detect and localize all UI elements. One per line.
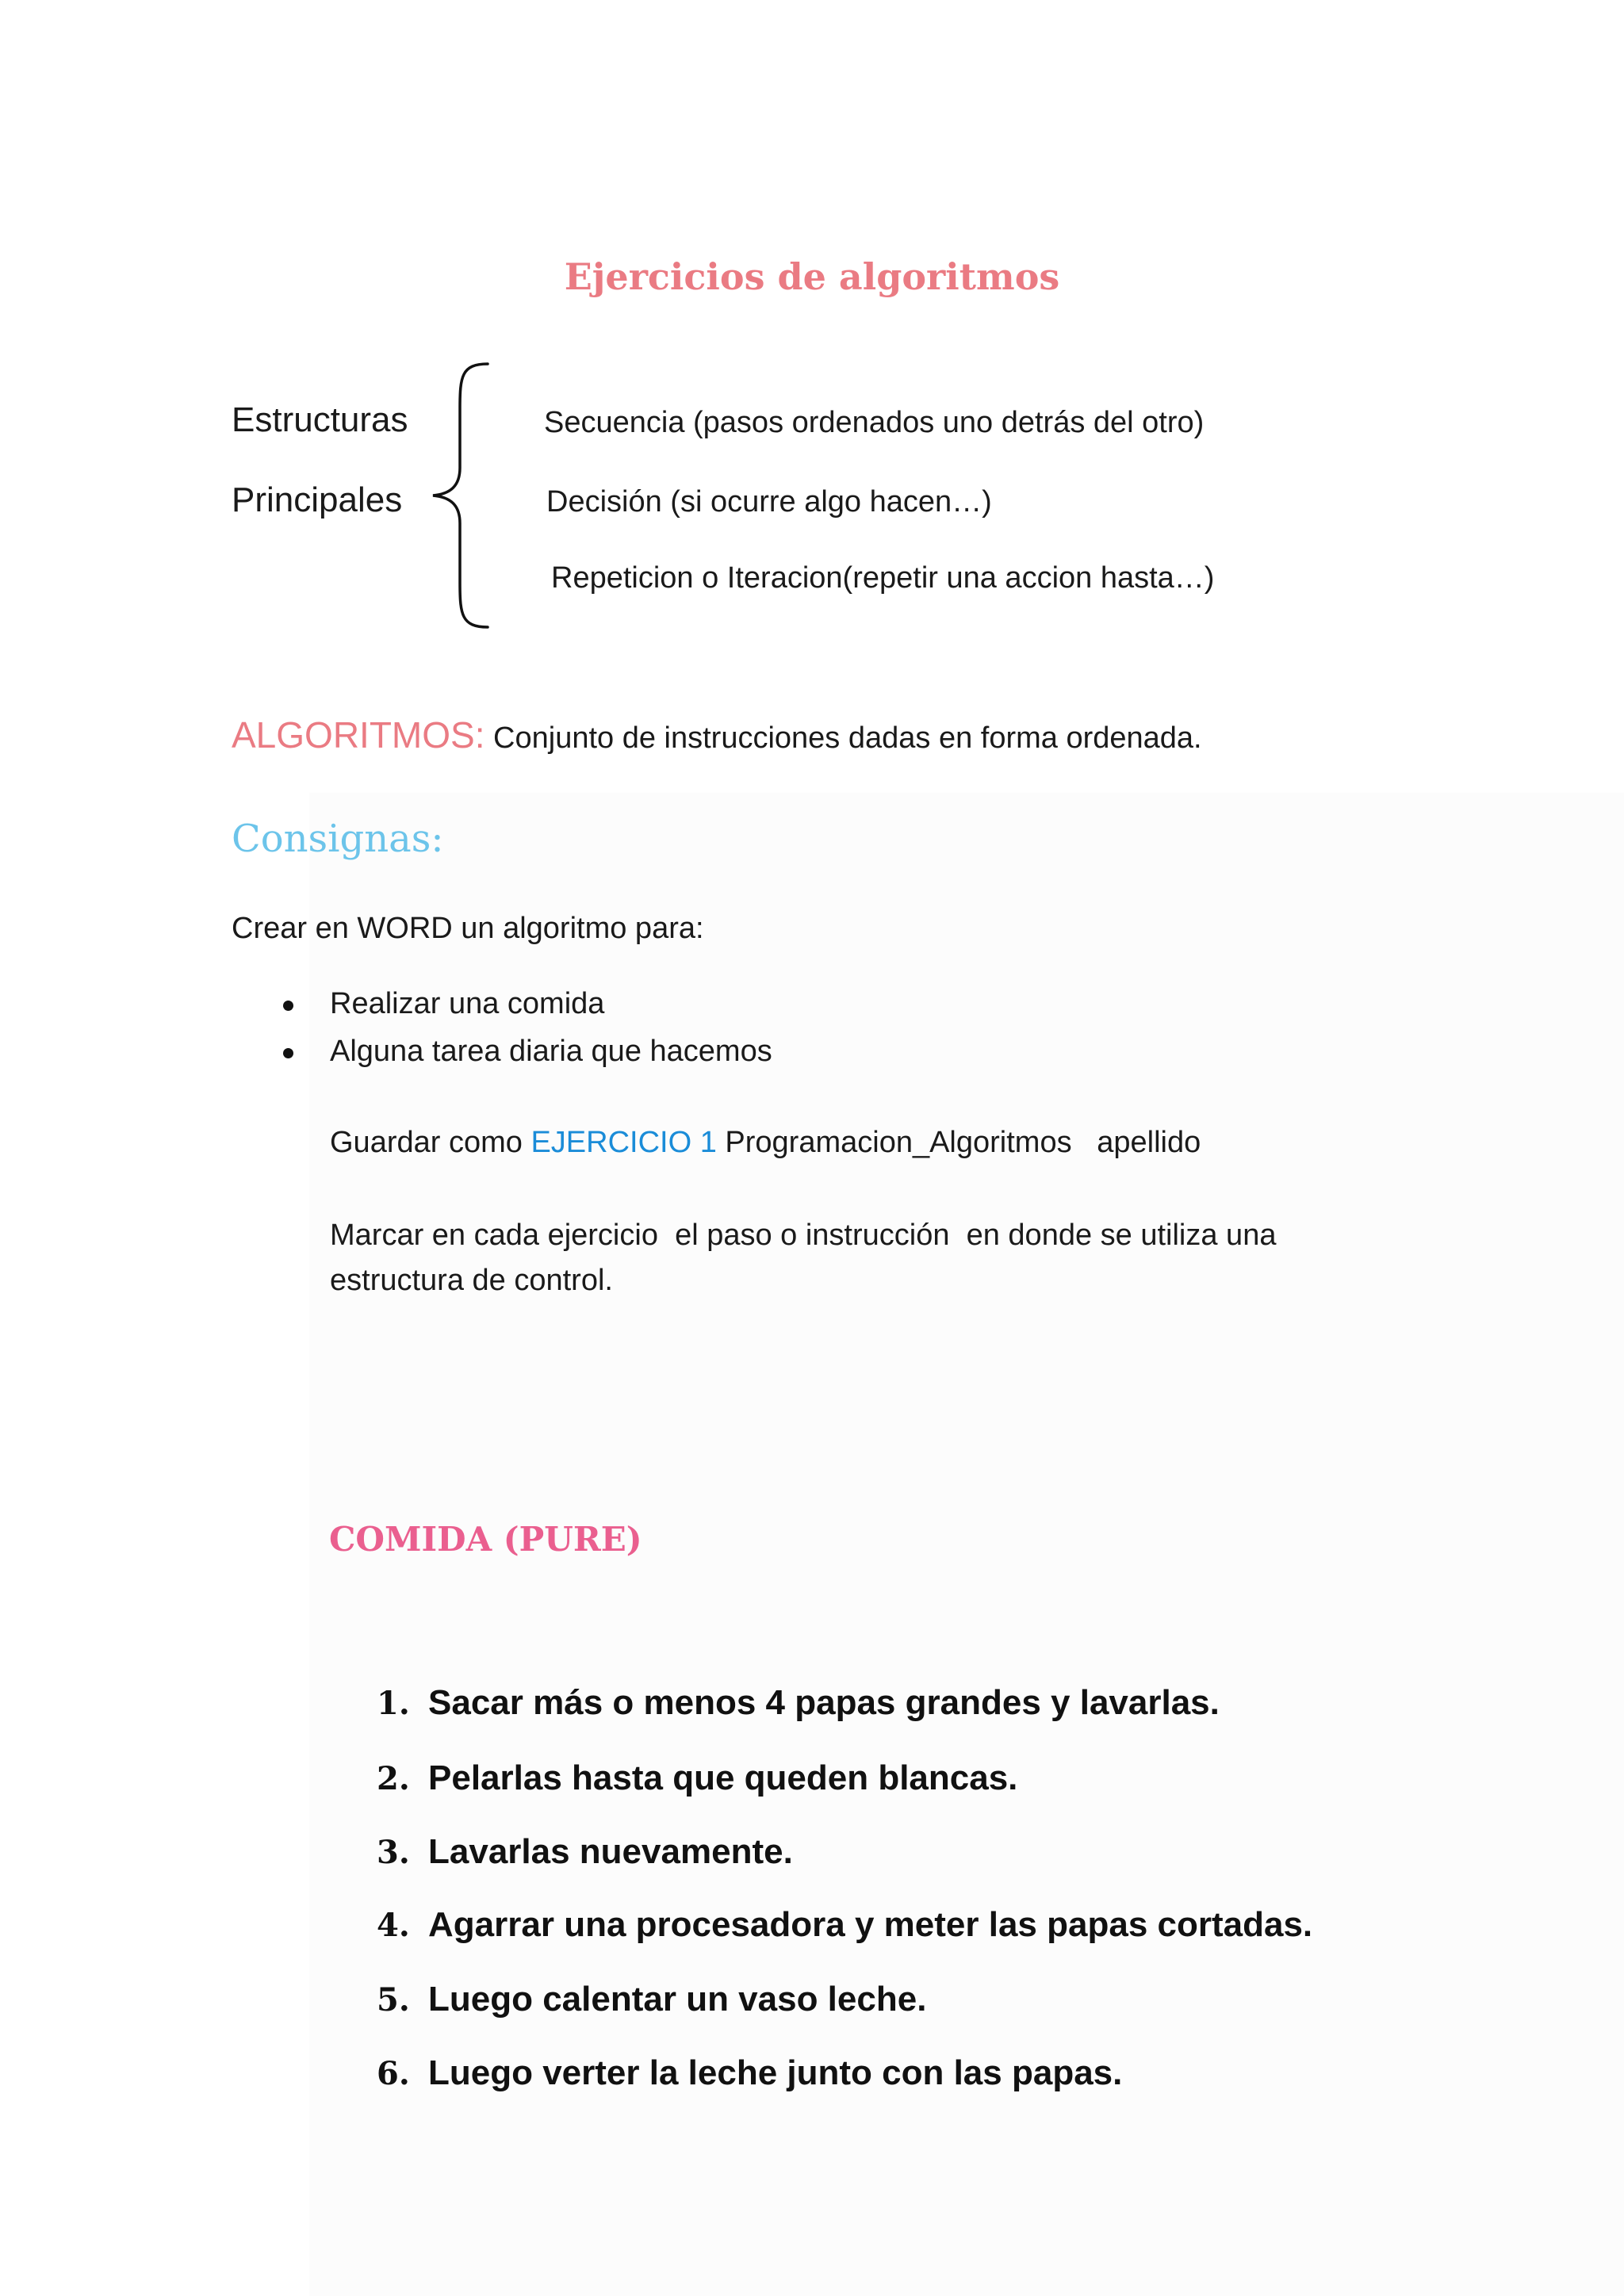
step-text: Lavarlas nuevamente. <box>428 1832 793 1871</box>
step-text: Sacar más o menos 4 papas grandes y lavarlas. <box>428 1683 1220 1722</box>
structure-item-secuencia: Secuencia (pasos ordenados uno detrás del otro) <box>544 406 1205 439</box>
recipe-step <box>377 1683 1220 1723</box>
algorithm-definition <box>232 714 1202 756</box>
recipe-step <box>377 1980 926 2019</box>
structures-label-line2: Principales <box>232 480 403 519</box>
save-prefix: Guardar como <box>330 1126 531 1159</box>
step-number: 4. <box>377 1907 410 1944</box>
definition-term: ALGORITMOS: <box>232 714 485 756</box>
structure-item-repeticion: Repeticion o Iteracion(repetir una accion hasta…) <box>551 561 1215 595</box>
save-suffix: Programacion_Algoritmos apellido <box>716 1126 1201 1159</box>
step-text: Pelarlas hasta que queden blancas. <box>428 1758 1018 1797</box>
definition-text: Conjunto de instrucciones dadas en forma ordenada. <box>485 721 1202 755</box>
structure-item-decision: Decisión (si ocurre algo hacen…) <box>546 485 992 519</box>
step-text: Luego calentar un vaso leche. <box>428 1980 927 2019</box>
step-number: 2. <box>377 1760 410 1797</box>
bullet-item-tarea: Alguna tarea diaria que hacemos <box>330 1035 772 1068</box>
step-text: Luego verter la leche junto con las papas. <box>428 2053 1123 2092</box>
comida-heading: COMIDA (PURE) <box>329 1520 642 1559</box>
mark-instruction-line1: Marcar en cada ejercicio el paso o instrucción en donde se utiliza una <box>330 1219 1277 1252</box>
document-title: Ejercicios de algoritmos <box>564 255 1060 298</box>
step-number: 1. <box>377 1685 410 1722</box>
save-highlight: EJERCICIO 1 <box>530 1126 717 1159</box>
consignas-intro: Crear en WORD un algoritmo para: <box>232 912 704 945</box>
save-instruction <box>330 1126 1201 1160</box>
bullet-icon <box>283 1001 293 1011</box>
structures-label-line1: Estructuras <box>232 400 408 439</box>
consignas-heading: Consignas: <box>232 817 444 861</box>
recipe-step <box>377 1905 1312 1945</box>
step-number: 5. <box>377 1981 410 2019</box>
step-number: 3. <box>377 1834 410 1871</box>
step-number: 6. <box>377 2055 410 2092</box>
curly-brace-icon <box>428 361 492 630</box>
step-text: Agarrar una procesadora y meter las papas cortadas. <box>428 1905 1313 1944</box>
bullet-icon <box>283 1048 293 1058</box>
recipe-step <box>377 1758 1017 1798</box>
bullet-item-comida: Realizar una comida <box>330 987 605 1020</box>
mark-instruction-line2: estructura de control. <box>330 1264 613 1297</box>
recipe-step <box>377 1832 793 1872</box>
recipe-step <box>377 2053 1122 2093</box>
